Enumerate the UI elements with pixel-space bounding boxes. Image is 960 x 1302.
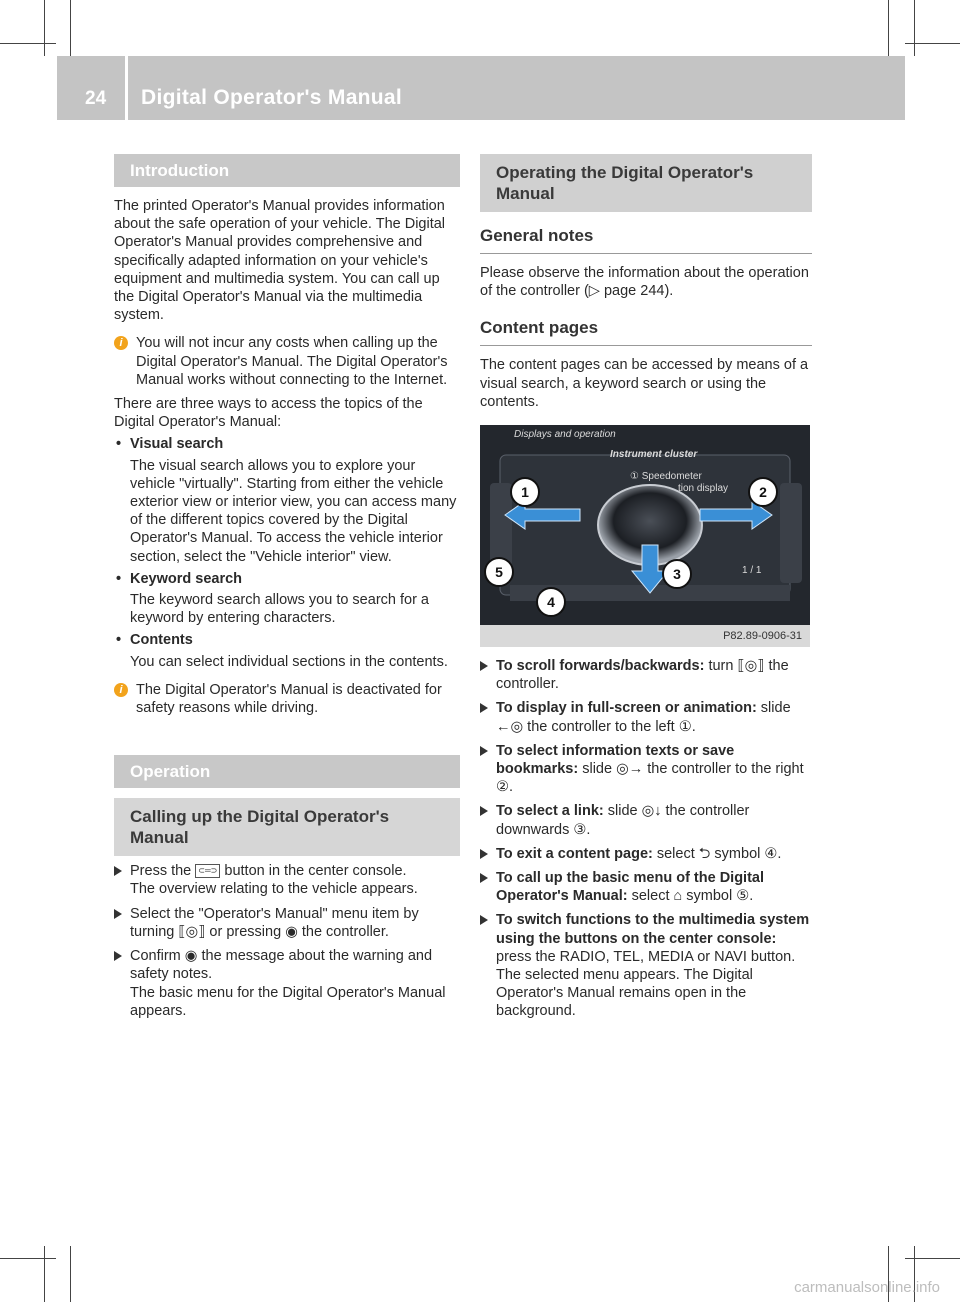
step-label: To select a link: bbox=[496, 803, 604, 820]
bullet-body: The keyword search allows you to search for a keyword by entering characters. bbox=[130, 592, 429, 627]
crop-mark bbox=[70, 0, 71, 56]
step-arrow-icon bbox=[114, 909, 122, 919]
step-text: select ⌂ symbol ⑤. bbox=[627, 888, 754, 905]
crop-mark bbox=[914, 0, 915, 56]
section-heading-calling: Calling up the Digital Operator's Manual bbox=[114, 798, 460, 856]
figure-page-indicator: 1 / 1 bbox=[742, 565, 762, 577]
subheading-text: General notes bbox=[480, 226, 594, 245]
step-arrow-icon bbox=[114, 866, 122, 876]
content-paragraph: The content pages can be accessed by means of a visual search, a keyword search or using the contents. bbox=[480, 357, 809, 410]
figure-item-speedometer: ① Speedometer bbox=[630, 471, 702, 483]
step-text: Select the "Operator's Manual" menu item by turning bbox=[130, 905, 419, 940]
step-text: slide ◎↓ the controller downwards ③. bbox=[496, 803, 750, 838]
step-text: or pressing bbox=[205, 923, 286, 940]
bullet-body: You can select individual sections in the contents. bbox=[130, 653, 448, 670]
step-item bbox=[480, 742, 812, 797]
bullet-dot: • bbox=[116, 436, 122, 453]
crop-mark bbox=[888, 0, 889, 56]
step-arrow-icon bbox=[480, 873, 488, 883]
controller-turn-icon: ⟦◎⟧ bbox=[178, 923, 206, 940]
step-label: To select information texts or save bookmarks: bbox=[496, 742, 735, 778]
crop-mark bbox=[44, 0, 45, 56]
bullet-dot: • bbox=[116, 570, 122, 587]
step-text: slide ←◎ the controller to the left ①. bbox=[496, 700, 791, 735]
step-item bbox=[480, 869, 812, 905]
car-button-icon: ⊂═⊃ bbox=[195, 864, 220, 878]
step-arrow-icon bbox=[480, 915, 488, 925]
crop-mark bbox=[44, 1246, 45, 1302]
info-icon: i bbox=[114, 683, 128, 697]
step-arrow-icon bbox=[480, 661, 488, 671]
controller-press-icon: ◉ bbox=[184, 948, 198, 965]
step-result: The overview relating to the vehicle appears. bbox=[130, 881, 418, 898]
step-arrow-icon bbox=[480, 746, 488, 756]
crop-mark bbox=[905, 43, 960, 44]
page-title: Digital Operator's Manual bbox=[141, 86, 403, 109]
header-divider bbox=[125, 56, 128, 120]
figure-title: Displays and operation bbox=[514, 429, 616, 441]
info-icon: i bbox=[114, 336, 128, 350]
step-text: Press the bbox=[130, 863, 196, 880]
left-column bbox=[114, 154, 460, 1020]
figure-item-display: tion display bbox=[678, 483, 729, 495]
step-label: To switch functions to the multimedia system using the buttons on the center console: bbox=[496, 912, 810, 947]
step-item bbox=[480, 657, 812, 693]
crop-mark bbox=[0, 43, 56, 44]
info-note bbox=[114, 681, 460, 717]
intro-paragraph: The printed Operator's Manual provides information about the safe operation of your vehicle. The Digital Operator's Manual provides comprehensive and specifically adapted information on your vehicle's equipment and multimedia system. You can call up the Digital Operator's Manual via the multimedia system. bbox=[114, 198, 446, 324]
step-label: To call up the basic menu of the Digital Operator's Manual: bbox=[496, 870, 765, 905]
section-heading-operating: Operating the Digital Operator's Manual bbox=[480, 154, 812, 212]
bullet-dot: • bbox=[116, 632, 122, 649]
step-arrow-icon bbox=[480, 703, 488, 713]
callout-2: 2 bbox=[748, 477, 778, 507]
figure-code: P82.89-0906-31 bbox=[480, 625, 810, 647]
right-column bbox=[480, 154, 812, 1021]
watermark: carmanualsonline.info bbox=[794, 1279, 940, 1296]
step-arrow-icon bbox=[114, 951, 122, 961]
bullet-body: The visual search allows you to explore your vehicle "virtually". Starting from either the vehicle exterior view or interior view, you can access many of the different topics covered by the Digital Operator's Manual. To access the vehicle interior section, select the "Vehicle interior" view. bbox=[130, 457, 457, 565]
step-text: Confirm bbox=[130, 948, 185, 965]
subheading-text: Content pages bbox=[480, 318, 599, 338]
step-text: select ⮌ symbol ④. bbox=[652, 845, 782, 862]
subheading-general-notes bbox=[480, 226, 812, 254]
bullet-title: Keyword search bbox=[130, 570, 243, 587]
step-item bbox=[114, 905, 460, 941]
section-heading-introduction: Introduction bbox=[114, 154, 460, 187]
step-item bbox=[480, 802, 812, 838]
bullet-title: Contents bbox=[130, 632, 193, 649]
crop-mark bbox=[905, 1258, 960, 1259]
controller-figure bbox=[480, 425, 810, 647]
list-item bbox=[114, 570, 460, 628]
callout-1: 1 bbox=[510, 477, 540, 507]
step-text: press the RADIO, TEL, MEDIA or NAVI button. bbox=[496, 948, 796, 965]
general-paragraph: Please observe the information about the operation of the controller (▷ page 244). bbox=[480, 265, 809, 300]
step-label: To exit a content page: bbox=[496, 845, 653, 862]
step-item bbox=[114, 947, 460, 1020]
step-label: To scroll forwards/backwards: bbox=[496, 658, 705, 675]
step-item bbox=[480, 911, 812, 1020]
step-text: slide ◎→ the controller to the right ②. bbox=[496, 761, 804, 796]
step-text: turn ⟦◎⟧ the controller. bbox=[496, 658, 789, 693]
list-item bbox=[114, 631, 460, 670]
info-note bbox=[114, 334, 460, 389]
step-result: The basic menu for the Digital Operator's Manual appears. bbox=[130, 984, 446, 1019]
crop-mark bbox=[70, 1246, 71, 1302]
step-text: the message about the warning and safety notes. bbox=[130, 948, 433, 983]
step-item bbox=[480, 699, 812, 735]
figure-subtitle: Instrument cluster bbox=[610, 449, 698, 461]
controller-press-icon: ◉ bbox=[285, 923, 298, 940]
step-item bbox=[114, 862, 460, 898]
callout-5: 5 bbox=[484, 557, 514, 587]
callout-4: 4 bbox=[536, 587, 566, 617]
step-text: button in the center console. bbox=[220, 863, 407, 880]
page-number: 24 bbox=[85, 88, 107, 109]
ways-paragraph: There are three ways to access the topics of the Digital Operator's Manual: bbox=[114, 396, 423, 431]
crop-mark bbox=[0, 1258, 56, 1259]
step-result: The selected menu appears. The Digital Operator's Manual remains open in the background. bbox=[496, 967, 753, 1020]
list-item bbox=[114, 435, 460, 565]
info-note-text: You will not incur any costs when calling up the Digital Operator's Manual. The Digital Operator's Manual works without connecting to the Internet. bbox=[136, 335, 448, 388]
step-arrow-icon bbox=[480, 849, 488, 859]
callout-3: 3 bbox=[662, 559, 692, 589]
subheading-content-pages bbox=[480, 318, 812, 346]
bullet-title: Visual search bbox=[130, 436, 224, 453]
step-label: To display in full-screen or animation: bbox=[496, 700, 757, 717]
info-note-text: The Digital Operator's Manual is deactivated for safety reasons while driving. bbox=[136, 681, 442, 717]
step-text: the controller. bbox=[297, 923, 389, 940]
section-heading-operation: Operation bbox=[114, 755, 460, 788]
step-arrow-icon bbox=[480, 806, 488, 816]
step-item bbox=[480, 845, 812, 863]
